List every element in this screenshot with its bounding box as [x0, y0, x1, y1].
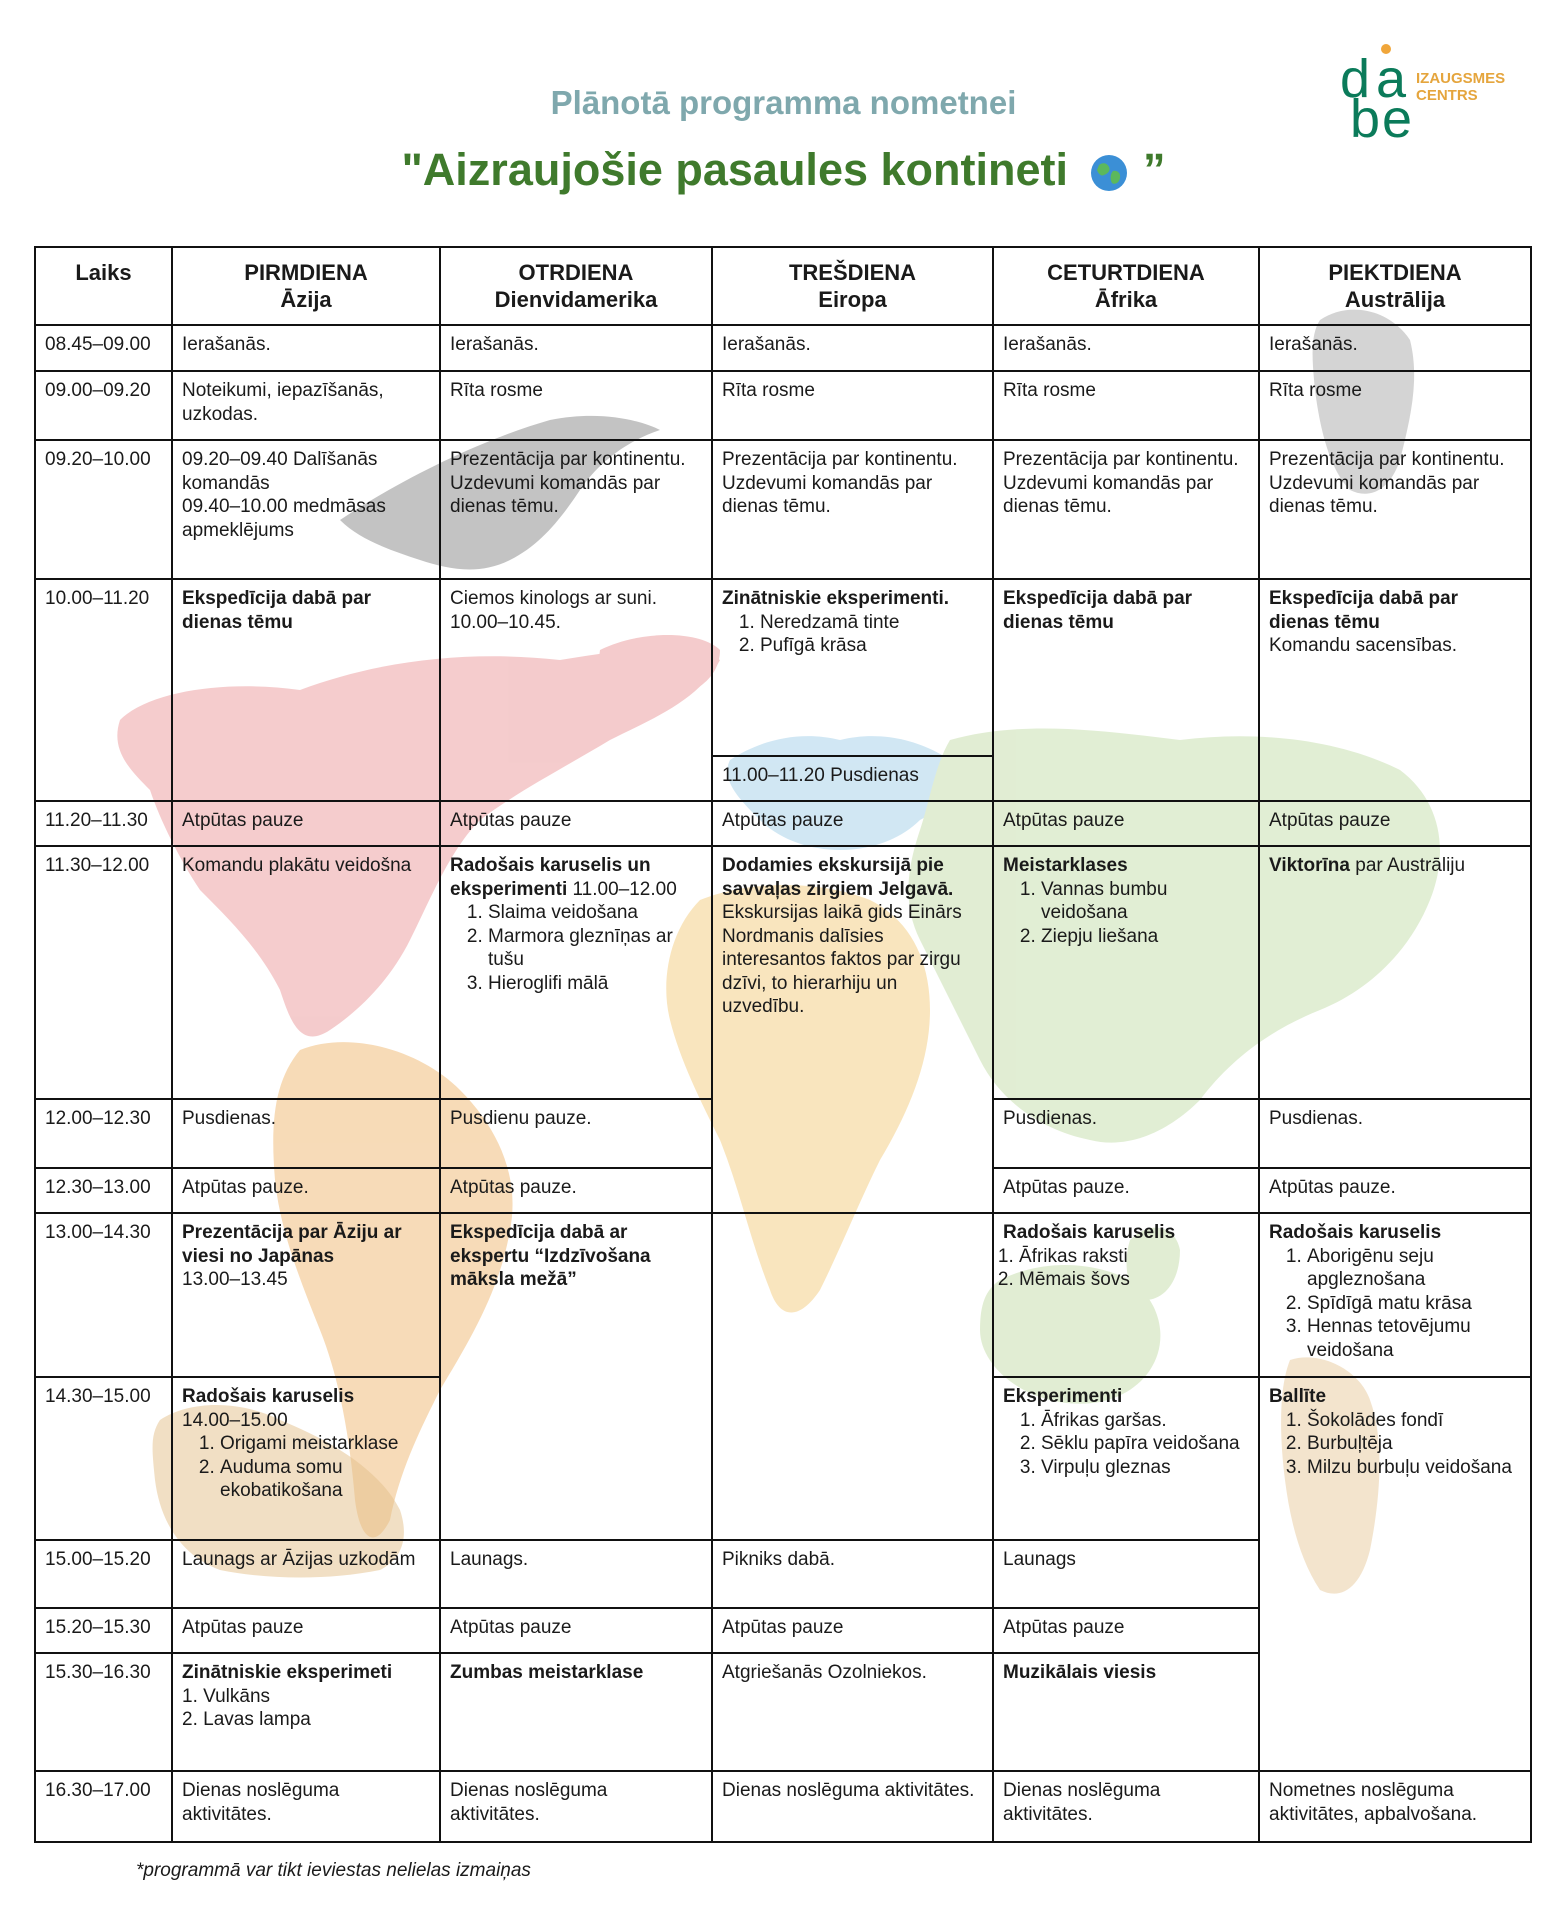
col-header-tuesday — [440, 247, 712, 325]
cell-wednesday: Rīta rosme — [712, 371, 993, 440]
list-item: 2. Lavas lampa — [182, 1709, 311, 1730]
cell-wednesday: Ierašanās. — [712, 325, 993, 371]
list-item: 2. Auduma somu ekobatikošana — [220, 1456, 430, 1503]
cell-monday: Ierašanās. — [172, 325, 440, 371]
cell-monday: Atpūtas pauze — [172, 1608, 440, 1653]
cell-wednesday: Atgriešanās Ozolniekos. — [712, 1653, 993, 1771]
day-label: CETURTDIENA — [1047, 260, 1205, 285]
activity-title: Viktorīna — [1269, 855, 1350, 876]
cell-text: 09.40–10.00 medmāsas apmeklējums — [182, 496, 386, 541]
day-label: TREŠDIENA — [788, 260, 917, 285]
logo-brand-line1: IZAUGSMES — [1416, 70, 1506, 87]
cell-text: 09.20–09.40 Dalīšanās komandās — [182, 449, 378, 494]
cell-monday — [172, 440, 440, 579]
cell-monday — [172, 1653, 440, 1771]
globe-icon — [1089, 153, 1129, 193]
cell-friday: Prezentācija par kontinentu. Uzdevumi komandās par dienas tēmu. — [1259, 440, 1531, 579]
cell-thursday — [993, 846, 1259, 1099]
logo-brand-text — [1416, 70, 1505, 104]
theme-label: Āzija — [280, 287, 332, 312]
activity-title: Dodamies ekskursijā pie savvaļas zirgiem Jelgavā. — [722, 855, 954, 900]
day-label: PIEKTDIENA — [1328, 260, 1462, 285]
activity-title: Ballīte — [1269, 1386, 1327, 1407]
cell-friday — [1259, 1377, 1531, 1771]
col-header-friday — [1259, 247, 1531, 325]
table-row — [35, 846, 1531, 1099]
cell-tuesday — [440, 846, 712, 1099]
activity-list — [1269, 1409, 1521, 1480]
time-cell: 11.20–11.30 — [35, 801, 172, 846]
theme-label: Austrālija — [1344, 287, 1446, 312]
cell-friday: Pusdienas. — [1259, 1099, 1531, 1168]
logo-letter-a: a — [1376, 49, 1407, 109]
logo-letter-e: e — [1382, 89, 1413, 149]
cell-friday: Atpūtas pauze — [1259, 801, 1531, 846]
cell-thursday: Rīta rosme — [993, 371, 1259, 440]
cell-thursday: Ierašanās. — [993, 325, 1259, 371]
col-header-time: Laiks — [35, 247, 172, 325]
cell-thursday — [993, 1213, 1259, 1377]
cell-monday — [172, 1377, 440, 1540]
cell-monday: Pusdienas. — [172, 1099, 440, 1168]
list-item: 2. Mēmais šovs — [1019, 1268, 1249, 1292]
cell-text: par Austrāliju — [1349, 855, 1466, 876]
activity-title: Eksperimenti — [1003, 1386, 1123, 1407]
col-header-wednesday — [712, 247, 993, 325]
activity-title: Meistarklases — [1003, 855, 1128, 876]
cell-friday — [1259, 579, 1531, 801]
time-cell: 16.30–17.00 — [35, 1771, 172, 1842]
time-cell: 15.30–16.30 — [35, 1653, 172, 1771]
cell-tuesday: Prezentācija par kontinentu. Uzdevumi komandās par dienas tēmu. — [440, 440, 712, 579]
activity-list — [182, 1432, 430, 1503]
activity-title: Ekspedīcija dabā par dienas tēmu — [1269, 588, 1459, 633]
cell-tuesday: Launags. — [440, 1540, 712, 1608]
cell-friday: Atpūtas pauze. — [1259, 1168, 1531, 1213]
activity-time: 11.00–12.00 — [567, 878, 677, 900]
cell-thursday: Atpūtas pauze — [993, 801, 1259, 846]
cell-text: Ekskursijas laikā gids Einārs Nordmanis dalīsies interesantos faktos par zirgu dzīvi, to hierarhiju un uzvedību. — [722, 902, 962, 1017]
time-cell: 09.20–10.00 — [35, 440, 172, 579]
cell-monday: Launags ar Āzijas uzkodām — [172, 1540, 440, 1608]
activity-title: Ekspedīcija dabā ar ekspertu “Izdzīvošana māksla mežā” — [450, 1222, 651, 1290]
cell-monday: Atpūtas pauze. — [172, 1168, 440, 1213]
activity-title: Zumbas meistarklase — [450, 1662, 644, 1683]
cell-friday: Rīta rosme — [1259, 371, 1531, 440]
activity-list — [1003, 1409, 1249, 1480]
list-item: 1. Neredzamā tinte — [760, 611, 983, 635]
time-cell: 12.00–12.30 — [35, 1099, 172, 1168]
cell-monday: Komandu plakātu veidošna — [172, 846, 440, 1099]
cell-friday: Nometnes noslēguma aktivitātes, apbalvošana. — [1259, 1771, 1531, 1842]
activity-title: Radošais karuselis — [1269, 1222, 1442, 1243]
day-label: OTRDIENA — [518, 260, 634, 285]
cell-tuesday — [440, 1653, 712, 1771]
theme-label: Dienvidamerika — [494, 287, 658, 312]
cell-thursday — [993, 1377, 1259, 1540]
cell-tuesday — [440, 1213, 712, 1540]
cell-thursday: Atpūtas pauze — [993, 1608, 1259, 1653]
list-item: 2. Ziepju liešana — [1041, 925, 1249, 949]
cell-tuesday: Atpūtas pauze. — [440, 1168, 712, 1213]
list-item: 3. Milzu burbuļu veidošana — [1307, 1456, 1521, 1480]
page-subtitle: Plānotā programma nometnei — [550, 84, 1017, 121]
col-header-thursday — [993, 247, 1259, 325]
cell-tuesday: Ierašanās. — [440, 325, 712, 371]
activity-title: Zinātniskie eksperimeti — [182, 1662, 393, 1683]
cell-text: Komandu sacensības. — [1269, 635, 1458, 656]
list-item: 1. Vulkāns — [182, 1685, 271, 1707]
cell-friday — [1259, 1213, 1531, 1377]
cell-monday: Dienas noslēguma aktivitātes. — [172, 1771, 440, 1842]
activity-list — [1003, 878, 1249, 949]
list-item: 3. Hennas tetovējumu veidošana — [1307, 1315, 1521, 1362]
header-row — [35, 247, 1531, 325]
cell-thursday: Launags — [993, 1540, 1259, 1608]
table-row — [35, 325, 1531, 371]
footnote: *programmā var tikt ieviestas nelielas izmaiņas — [136, 1860, 531, 1881]
cell-tuesday: Ciemos kinologs ar suni. 10.00–10.45. — [440, 579, 712, 801]
activity-list — [722, 611, 983, 658]
page-title — [0, 144, 1567, 196]
cell-thursday: Pusdienas. — [993, 1099, 1259, 1168]
activity-title: Radošais karuselis — [1003, 1222, 1176, 1243]
list-item: 1. Vannas bumbu veidošana — [1041, 878, 1249, 925]
activity-title: Radošais karuselis — [182, 1386, 355, 1407]
time-cell: 14.30–15.00 — [35, 1377, 172, 1540]
cell-wednesday: Dienas noslēguma aktivitātes. — [712, 1771, 993, 1842]
cell-tuesday: Dienas noslēguma aktivitātes. — [440, 1771, 712, 1842]
table-row — [35, 371, 1531, 440]
cell-thursday — [993, 579, 1259, 801]
cell-thursday: Dienas noslēguma aktivitātes. — [993, 1771, 1259, 1842]
activity-list — [1269, 1245, 1521, 1363]
cell-tuesday: Pusdienu pauze. — [440, 1099, 712, 1168]
time-cell: 13.00–14.30 — [35, 1213, 172, 1377]
list-item: 2. Burbuļtēja — [1307, 1432, 1521, 1456]
table-row — [35, 1213, 1531, 1377]
list-item: 1. Šokolādes fondī — [1307, 1409, 1521, 1433]
theme-label: Āfrika — [1094, 287, 1158, 312]
schedule-table — [34, 246, 1532, 1843]
cell-monday — [172, 579, 440, 801]
cell-wednesday: Prezentācija par kontinentu. Uzdevumi komandās par dienas tēmu. — [712, 440, 993, 579]
cell-monday: Atpūtas pauze — [172, 801, 440, 846]
list-item: 1. Āfrikas raksti — [1019, 1245, 1249, 1269]
activity-title: Ekspedīcija dabā par dienas tēmu — [1003, 588, 1193, 633]
cell-thursday — [993, 1653, 1259, 1771]
logo-letter-b: b — [1350, 89, 1381, 149]
activity-list — [1003, 1245, 1249, 1292]
list-item: 2. Marmora gleznīņas ar tušu — [488, 925, 702, 972]
cell-tuesday: Atpūtas pauze — [440, 1608, 712, 1653]
activity-title: Ekspedīcija dabā par dienas tēmu — [182, 588, 372, 633]
activity-list — [450, 901, 702, 995]
activity-time: 13.00–13.45 — [182, 1269, 288, 1290]
col-header-monday — [172, 247, 440, 325]
cell-wednesday — [712, 579, 993, 756]
time-cell: 11.30–12.00 — [35, 846, 172, 1099]
theme-label: Eiropa — [818, 287, 887, 312]
time-cell: 08.45–09.00 — [35, 325, 172, 371]
cell-wednesday — [712, 1213, 993, 1540]
activity-title: Prezentācija par Āziju ar viesi no Japānas — [182, 1222, 402, 1267]
time-cell: 15.00–15.20 — [35, 1540, 172, 1608]
list-item: 1. Origami meistarklase — [220, 1432, 430, 1456]
cell-wednesday: Atpūtas pauze — [712, 1608, 993, 1653]
cell-wednesday: Pikniks dabā. — [712, 1540, 993, 1608]
table-row — [35, 579, 1531, 756]
activity-time: 14.00–15.00 — [182, 1409, 288, 1431]
title-closing-quote: ” — [1143, 144, 1166, 195]
time-cell: 10.00–11.20 — [35, 579, 172, 801]
table-row — [35, 801, 1531, 846]
list-item: 2. Spīdīgā matu krāsa — [1307, 1292, 1521, 1316]
list-item: 1. Āfrikas garšas. — [1041, 1409, 1249, 1433]
logo-brand-line2: CENTRS — [1416, 87, 1478, 104]
table-row — [35, 440, 1531, 579]
cell-monday — [172, 1213, 440, 1377]
cell-friday: Ierašanās. — [1259, 325, 1531, 371]
list-item: 1. Aborigēnu seju apgleznošana — [1307, 1245, 1521, 1292]
activity-title: Muzikālais viesis — [1003, 1662, 1157, 1683]
title-text: "Aizraujošie pasaules kontineti — [401, 144, 1068, 195]
time-cell: 09.00–09.20 — [35, 371, 172, 440]
cell-thursday: Prezentācija par kontinentu. Uzdevumi komandās par dienas tēmu. — [993, 440, 1259, 579]
list-item: 2. Pufīgā krāsa — [760, 634, 983, 658]
time-cell: 15.20–15.30 — [35, 1608, 172, 1653]
cell-wednesday — [712, 846, 993, 1213]
cell-tuesday: Rīta rosme — [440, 371, 712, 440]
list-item: 3. Hieroglifi mālā — [488, 972, 702, 996]
cell-wednesday: Atpūtas pauze — [712, 801, 993, 846]
list-item: 2. Sēklu papīra veidošana — [1041, 1432, 1249, 1456]
day-label: PIRMDIENA — [244, 260, 368, 285]
logo — [1340, 40, 1540, 150]
cell-tuesday: Atpūtas pauze — [440, 801, 712, 846]
list-item: 3. Virpuļu gleznas — [1041, 1456, 1249, 1480]
cell-thursday: Atpūtas pauze. — [993, 1168, 1259, 1213]
cell-friday — [1259, 846, 1531, 1099]
list-item: 1. Slaima veidošana — [488, 901, 702, 925]
time-cell: 12.30–13.00 — [35, 1168, 172, 1213]
activity-title: Zinātniskie eksperimenti. — [722, 588, 950, 609]
cell-wednesday-lunch: 11.00–11.20 Pusdienas — [712, 756, 993, 801]
activity-title: Radošais karuselis un eksperimenti — [450, 855, 651, 900]
logo-letter-d: d — [1340, 49, 1371, 109]
cell-monday: Noteikumi, iepazīšanās, uzkodas. — [172, 371, 440, 440]
table-row — [35, 1771, 1531, 1842]
